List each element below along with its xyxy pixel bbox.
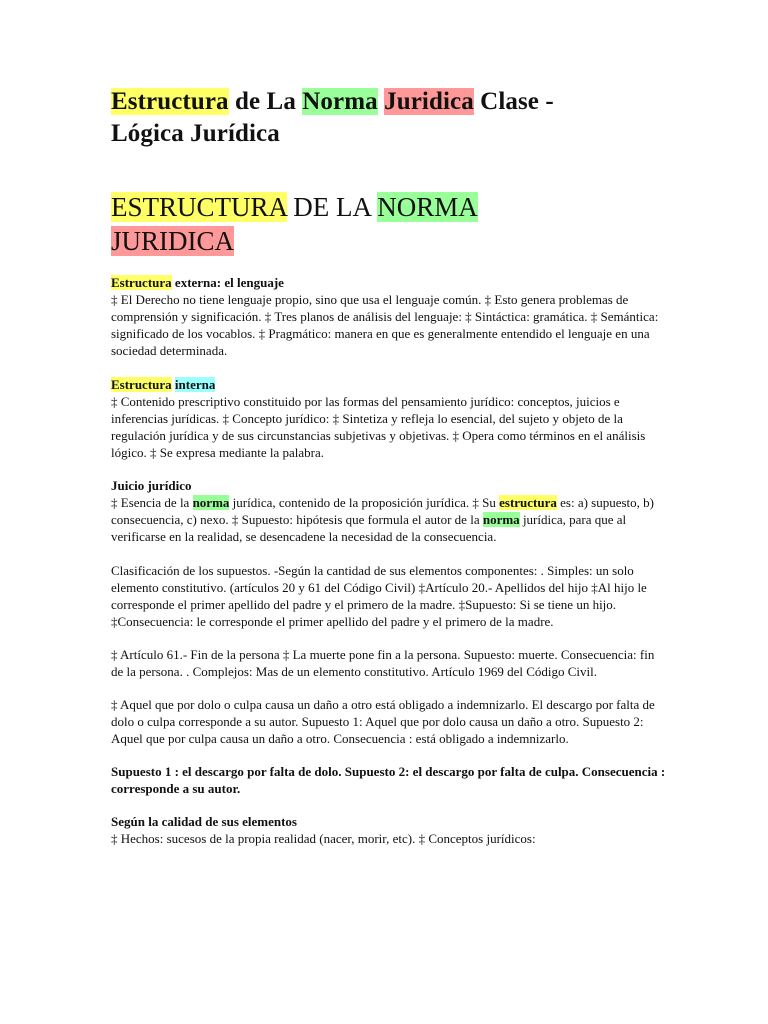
juicio-text-4: jurídica, para que al verificarse en la realidad, se desencadene la necesidad de la consecuencia.	[111, 512, 627, 544]
juicio-highlight-norma-2: norma	[482, 512, 520, 527]
articulo-61-paragraph: ‡ Artículo 61.- Fin de la persona ‡ La muerte pone fin a la persona. Supuesto: muerte. Consecuencia: fin de la persona. . Complejos: Mas de un elemento constitutivo. Artículo 1969 del Código Civil.	[111, 647, 655, 679]
title-text-clase: Clase -	[473, 88, 554, 115]
main-heading	[111, 190, 668, 258]
section-heading-juicio: Juicio jurídico	[111, 478, 192, 493]
heading-highlight-norma: NORMA	[377, 192, 478, 222]
title-highlight-juridica: Juridica	[384, 88, 474, 115]
externa-highlight-estructura: Estructura	[111, 275, 172, 290]
title-highlight-norma: Norma	[302, 88, 378, 115]
section-juicio-juridico	[111, 477, 668, 545]
interna-highlight-estructura: Estructura	[111, 377, 172, 392]
title-highlight-estructura: Estructura	[111, 88, 229, 115]
juicio-highlight-norma-1: norma	[192, 495, 230, 510]
dolo-paragraph: ‡ Aquel que por dolo o culpa causa un daño a otro está obligado a indemnizarlo. El descargo por falta de dolo o culpa corresponde a su autor. Supuesto 1: Aquel que por dolo causa un daño a otro. Supuesto 2: Aquel que por culpa causa un daño a otro. Consecuencia : está obligado a indemnizarlo.	[111, 697, 655, 746]
juicio-text-1: ‡ Esencia de la	[111, 495, 193, 510]
title-line-2: Lógica Jurídica	[111, 120, 280, 147]
calidad-body: ‡ Hechos: sucesos de la propia realidad (nacer, morir, etc). ‡ Conceptos jurídicos:	[111, 831, 536, 846]
supuesto-bold-paragraph: Supuesto 1 : el descargo por falta de dolo. Supuesto 2: el descargo por falta de culpa. Consecuencia : corresponde a su autor.	[111, 764, 666, 796]
heading-highlight-juridica: JURIDICA	[111, 226, 235, 256]
clasificacion-paragraph: Clasificación de los supuestos. -Según la cantidad de sus elementos componentes: . Simples: un solo elemento constitutivo. (artículos 20 y 61 del Código Civil) ‡Artículo 20.- Apellidos del hijo ‡Al hijo le corresponde el primer apellido del padre y el primero de la madre. ‡Supuesto: Si se tiene un hijo. ‡Consecuencia: le corresponde el primer apellido del padre y el primero de la madre.	[111, 563, 647, 629]
juicio-highlight-estructura: estructura	[499, 495, 557, 510]
heading-highlight-estructura: ESTRUCTURA	[111, 192, 287, 222]
juicio-body	[111, 494, 668, 545]
section-calidad	[111, 813, 668, 847]
juicio-text-3: es: a) supuesto, b) consecuencia, c) nexo. ‡ Supuesto: hipótesis que formula el autor de la	[111, 495, 654, 527]
section-heading-calidad: Según la calidad de sus elementos	[111, 814, 297, 829]
externa-heading-text: externa: el lenguaje	[171, 275, 284, 290]
section-heading-externa	[111, 274, 668, 291]
section-heading-interna	[111, 376, 668, 393]
title-text: de La	[228, 88, 303, 115]
interna-body: ‡ Contenido prescriptivo constituido por las formas del pensamiento jurídico: conceptos, juicios e inferencias jurídicas. ‡ Concepto jurídico: ‡ Sintetiza y refleja lo esencial, del sujeto y objeto de la regulación jurídica y de sus circunstancias subjetivas y objetivas. ‡ Opera como términos en el análisis lógico. ‡ Se expresa mediante la palabra.	[111, 394, 646, 460]
externa-body: ‡ El Derecho no tiene lenguaje propio, sino que usa el lenguaje común. ‡ Esto genera problemas de comprensión y significación. ‡ Tres planos de análisis del lenguaje: ‡ Sintáctica: gramática. ‡ Semántica: significado de los vocablos. ‡ Pragmático: manera en que es generalmente entendido el lenguaje en una sociedad determinada.	[111, 292, 659, 358]
section-estructura-interna	[111, 376, 668, 461]
document-title	[111, 86, 668, 150]
juicio-text-2: jurídica, contenido de la proposición jurídica. ‡ Su	[229, 495, 500, 510]
heading-text: DE LA	[286, 192, 378, 222]
section-estructura-externa	[111, 274, 668, 359]
interna-highlight-interna: interna	[174, 377, 216, 392]
